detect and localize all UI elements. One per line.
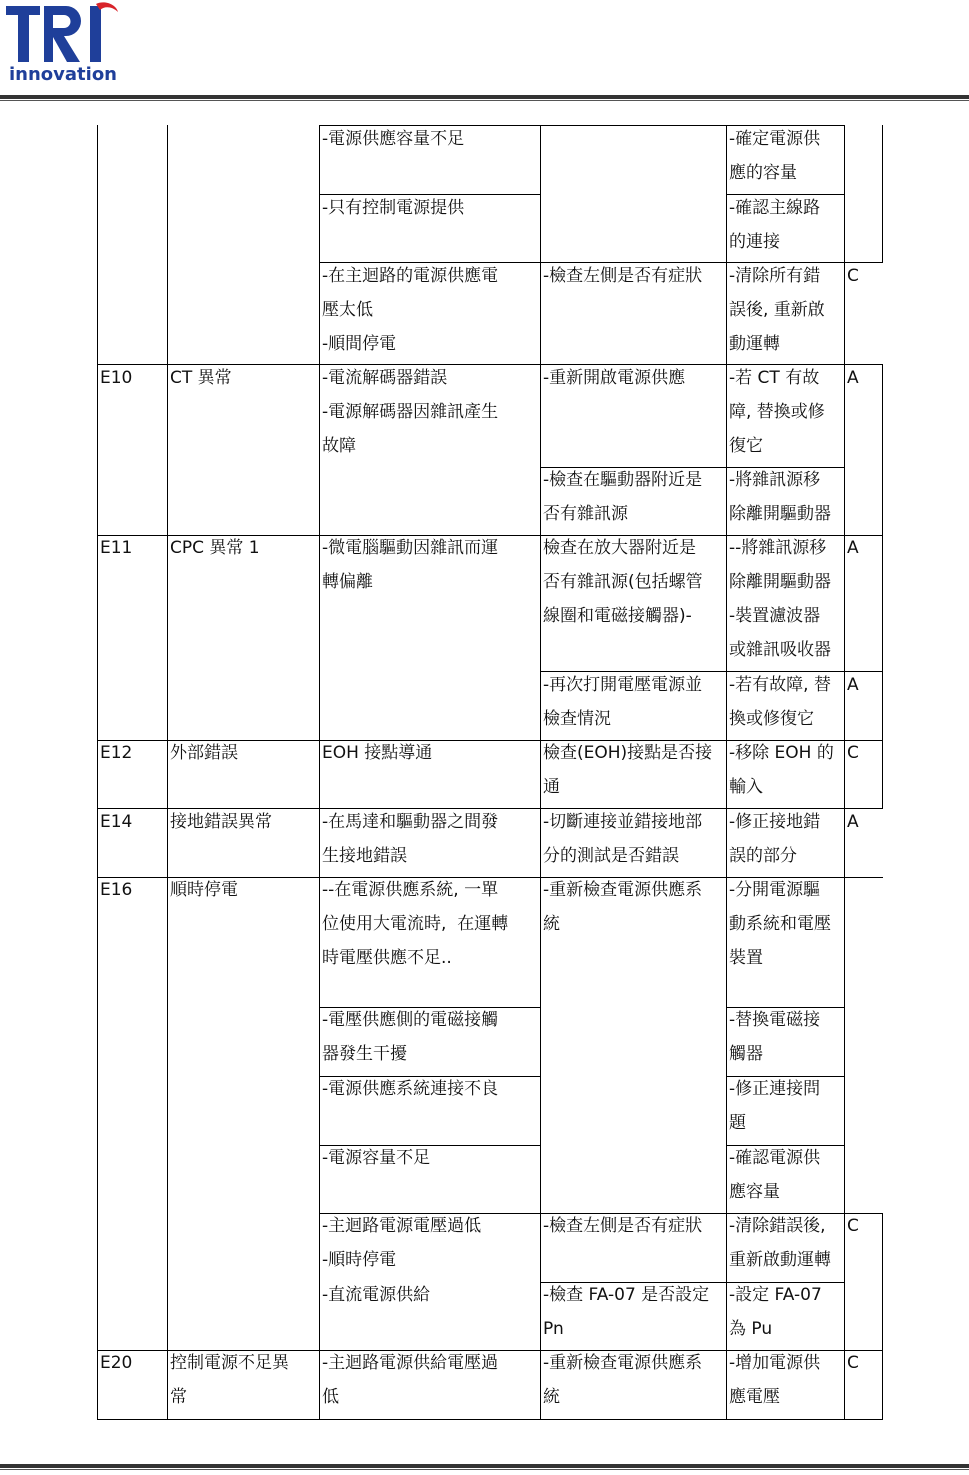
table-cell: -清除所有錯 誤後, 重新啟 動運轉: [729, 266, 825, 354]
table-cell: 外部錯誤: [170, 743, 238, 763]
table-border: [882, 364, 883, 809]
footer-rule-thin: [0, 1469, 969, 1470]
table-cell: -主迴路電源供給電壓過 低: [322, 1353, 499, 1407]
table-cell: E14: [100, 812, 133, 832]
table-cell: E16: [100, 880, 133, 900]
table-cell: -若有故障, 替 換或修復它: [729, 675, 831, 729]
table-cell: -電流解碼器錯誤 -電源解碼器因雜訊產生 故障: [322, 368, 499, 456]
table-cell: C: [847, 1353, 859, 1373]
table-cell: --將雜訊源移 除離開驅動器 -裝置濾波器 或雜訊吸收器: [729, 538, 831, 660]
table-cell: -檢查左側是否有症狀: [543, 266, 703, 286]
table-cell: -重新檢查電源供應系 統: [543, 1353, 703, 1407]
table-cell: -確認電源供 應容量: [729, 1148, 821, 1202]
table-border: [882, 1213, 883, 1420]
table-cell: -切斷連接並錯接地部 分的測試是否錯誤: [543, 812, 703, 866]
table-cell: C: [847, 743, 859, 763]
table-cell: 控制電源不足異 常: [170, 1353, 289, 1407]
table-cell: CT 異常: [170, 368, 232, 388]
table-cell: -微電腦驅動因雜訊而運 轉偏離: [322, 538, 499, 592]
table-cell: E10: [100, 368, 133, 388]
table-border: [882, 125, 883, 263]
table-cell: 檢查在放大器附近是 否有雜訊源(包括螺管 線圈和電磁接觸器)-: [543, 538, 703, 626]
table-cell: C: [847, 266, 859, 286]
table-cell: -只有控制電源提供: [322, 198, 465, 218]
table-cell: -在馬達和驅動器之間發 生接地錯誤: [322, 812, 499, 866]
table-cell: A: [847, 538, 859, 558]
table-cell: -設定 FA-07 為 Pu: [729, 1285, 822, 1339]
table-cell: -檢查左側是否有症狀: [543, 1216, 703, 1236]
table-cell: E11: [100, 538, 133, 558]
table-cell: -修正接地錯 誤的部分: [729, 812, 821, 866]
table-cell: -再次打開電壓電源並 檢查情況: [543, 675, 703, 729]
table-cell: -重新檢查電源供應系 統: [543, 880, 703, 934]
table-cell: EOH 接點導通: [322, 743, 433, 763]
table-cell: -將雜訊源移 除離開驅動器: [729, 470, 831, 524]
table-cell: -確認主線路 的連接: [729, 198, 821, 252]
table-cell: -電源供應容量不足: [322, 129, 465, 149]
table-cell: -若 CT 有故 障, 替換或修 復它: [729, 368, 825, 456]
footer-rule: [0, 1464, 969, 1468]
table-cell: CPC 異常 1: [170, 538, 260, 558]
table-border: [844, 125, 845, 1420]
table-cell: --在電源供應系統, 一單 位使用大電流時, 在運轉 時電壓供應不足..: [322, 880, 509, 968]
table-border: [97, 125, 98, 1420]
table-cell: -電源容量不足: [322, 1148, 431, 1168]
table-cell: C: [847, 1216, 859, 1236]
table-cell: 接地錯誤異常: [170, 812, 272, 832]
table-cell: 順時停電: [170, 880, 238, 900]
table-border: [540, 125, 541, 1420]
table-cell: -替換電磁接 觸器: [729, 1010, 821, 1064]
table-cell: A: [847, 675, 859, 695]
table-cell: -修正連接問 題: [729, 1079, 821, 1133]
table-border: [97, 1419, 883, 1420]
table-cell: -電壓供應側的電磁接觸 器發生干擾: [322, 1010, 499, 1064]
table-border: [319, 125, 320, 1420]
table-cell: E20: [100, 1353, 133, 1373]
table-cell: E12: [100, 743, 133, 763]
table-cell: -電源供應系統連接不良: [322, 1079, 499, 1099]
table-cell: 檢查(EOH)接點是否接 通: [543, 743, 713, 797]
table-cell: -分開電源驅 動系統和電壓 裝置: [729, 880, 831, 968]
logo-subtext: innovation: [9, 64, 117, 85]
table-border: [167, 125, 168, 1420]
table-cell: -重新開啟電源供應: [543, 368, 686, 388]
table-cell: A: [847, 812, 859, 832]
table-cell: -在主迴路的電源供應電 壓太低 -順間停電: [322, 266, 499, 354]
table-cell: A: [847, 368, 859, 388]
table-border: [726, 125, 727, 1420]
table-cell: -直流電源供給: [322, 1285, 431, 1305]
table-cell: -清除錯誤後, 重新啟動運轉: [729, 1216, 831, 1270]
table-cell: -確定電源供 應的容量: [729, 129, 821, 183]
table-cell: -檢查在驅動器附近是 否有雜訊源: [543, 470, 703, 524]
table-cell: -檢查 FA-07 是否設定 Pn: [543, 1285, 710, 1339]
table-cell: -主迴路電源電壓過低 -順時停電: [322, 1216, 482, 1270]
table-cell: -移除 EOH 的 輸入: [729, 743, 834, 797]
table-cell: -增加電源供 應電壓: [729, 1353, 821, 1407]
